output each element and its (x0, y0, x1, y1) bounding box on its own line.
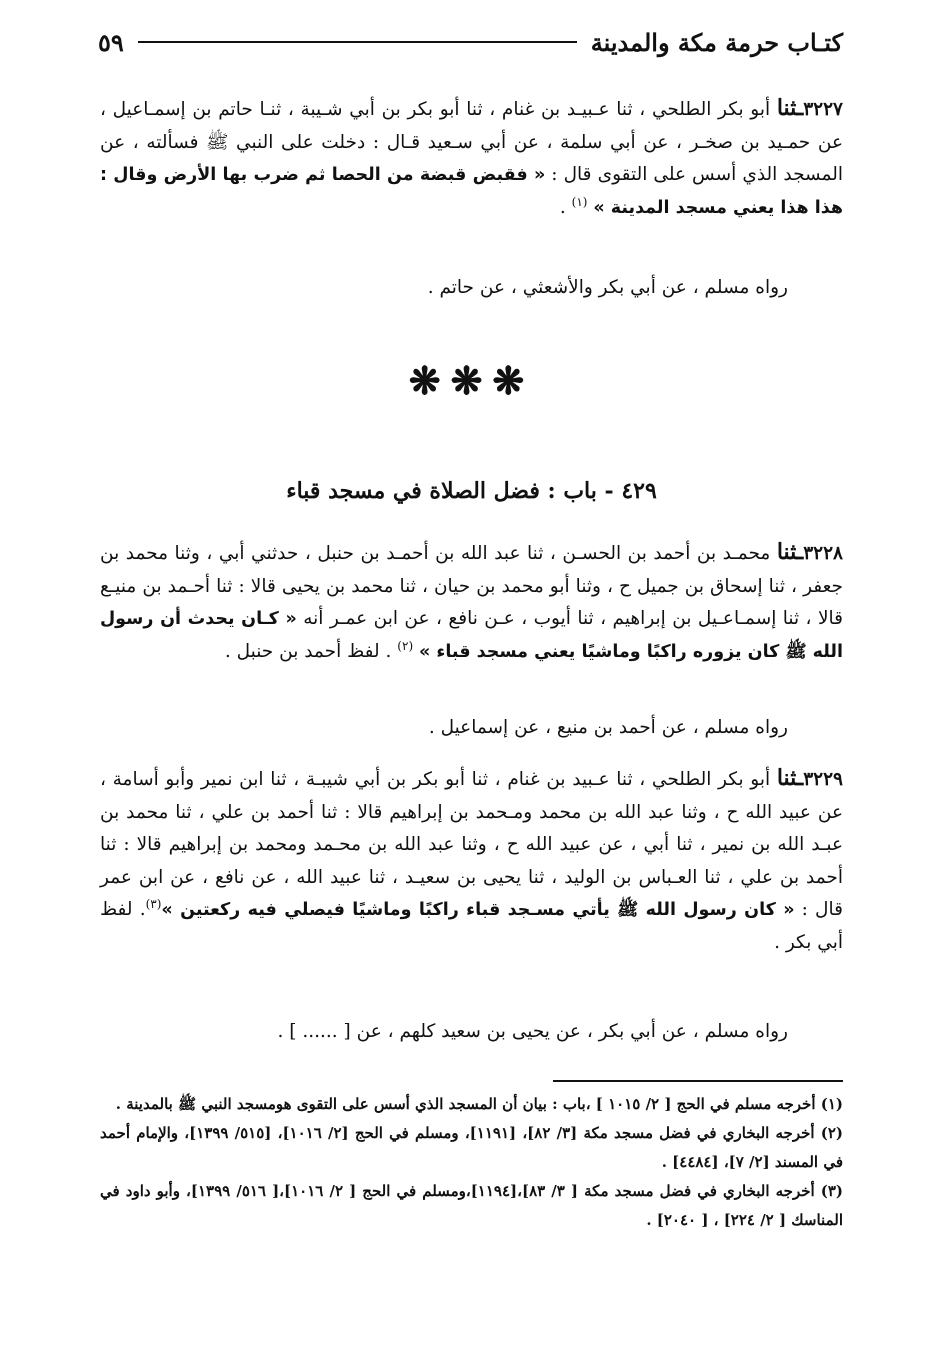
footnote-rule (553, 1080, 843, 1082)
footnote-text: أخرجه البخاري في فضل مسجد مكة [٣/ ٨٢]، [١١٩١]، ومسلم في الحج [٢/ ١٠١٦]، [٥١٥/ ١٣٩٩]، والإمام أحمد في المسند [٢/ ٧]، [٤٤٨٤] . (100, 1124, 843, 1171)
hadith-end: . (559, 196, 572, 218)
footnotes (100, 1090, 843, 1235)
running-header (98, 22, 843, 62)
header-title: كتـاب حرمة مكة والمدينة (590, 27, 843, 57)
hadith-number: ٣٢٢٨ (803, 543, 843, 564)
footnote-ref: (١) (571, 194, 588, 209)
footnote-label: (٣) (820, 1182, 844, 1200)
riwaya-3228: رواه مسلم ، عن أحمد بن منيع ، عن إسماعيل . (428, 717, 788, 738)
page-number: ٥٩ (98, 27, 124, 57)
hadith-end: . لفظ أحمد بن حنبل . (224, 640, 398, 662)
hadith-number: ٣٢٢٩ (803, 769, 843, 790)
riwaya-3229: رواه مسلم ، عن أبي بكر ، عن يحيى بن سعيد كلهم ، عن [ ...... ] . (277, 1021, 788, 1042)
hadith-3228 (100, 536, 843, 668)
riwaya-3227: رواه مسلم ، عن أبي بكر والأشعثي ، عن حاتم . (427, 277, 788, 298)
hadith-end: . لفظ أبي بكر . (100, 899, 843, 953)
hadith-3229 (100, 762, 843, 959)
header-rule (138, 41, 577, 43)
hadith-number: ٣٢٢٧ (803, 99, 843, 120)
hadith-matn: « فقبض قبضة من الحصا ثم ضرب بها الأرض وقال : هذا هذا يعني مسجد المدينة » (100, 165, 843, 218)
footnote-label: (١) (820, 1095, 843, 1113)
footnote-2 (100, 1119, 843, 1177)
hadith-tna: ـثنا (776, 95, 804, 121)
footnote-ref: (٢) (397, 638, 414, 653)
chapter-title: ٤٢٩ - باب : فضل الصلاة في مسجد قباء (286, 478, 657, 504)
footnote-3 (100, 1177, 843, 1235)
hadith-matn: « كان رسول الله ﷺ يأتي مسـجد قباء راكبًا وماشيًا فيصلي فيه ركعتين » (161, 900, 795, 920)
footnote-text: أخرجه البخاري في فضل مسجد مكة [ ٣/ ٨٣]،[١١٩٤]،ومسلم في الحج [ ٢/ ١٠١٦]،[ ٥١٦/ ١٣٩٩]، وأبو داود في المناسك [ ٢/ ٢٢٤] ، [ ٢٠٤٠] . (100, 1182, 843, 1229)
footnote-1 (100, 1090, 843, 1119)
hadith-tna: ـثنا (776, 765, 804, 791)
hadith-isnad: محمـد بن أحمد بن الحسـن ، ثنا عبد الله بن أحمـد بن حنبل ، حدثني أبي ، وثنا محمد بن جعفر ، ثنا إسحاق بن جميل ح ، وثنا أبو محمد بن حيان ، ثنا محمد بن يحيى قالا : ثنا أحـمد بن منيـع قالا ، ثنا إسمـاعـيل بن إبراهيم ، ثنا أيوب ، عـن نافع ، عن ابن عمـر أنه (100, 543, 843, 629)
hadith-isnad: أبو بكر الطلحي ، ثنا عـبيد بن غنام ، ثنا أبو بكر بن أبي شيبـة ، ثنا ابن نمير وأبو أسامة ، عن عبيد الله ح ، وثنا عبد الله بن محمد ومـحمد بن إبراهيم قالا : ثنا أحمد بن علي ، ثنا محمد بن عبـد الله بن نمير ، ثنا أبي ، عن عبيد الله ح ، وثنا عبد الله بن محـمد ومحمد بن إبراهيم قالا : ثنا أحمد بن علي ، ثنا العـباس بن الوليد ، ثنا يحيى بن سعيـد ، ثنا عبيد الله ، عن نافع ، عن ابن عمر قال : (100, 769, 843, 920)
section-separator: ❋❋❋ (408, 358, 535, 403)
hadith-matn: « كـان يحدث أن رسول الله ﷺ كان يزوره راكبًا وماشيًا يعني مسجد قباء » (100, 609, 843, 662)
hadith-tna: ـثنا (776, 539, 804, 565)
footnote-label: (٢) (820, 1124, 844, 1142)
footnote-text: أخرجه مسلم في الحج [ ٢/ ١٠١٥ ] ،باب : بيان أن المسجد الذي أسس على التقوى هومسجد النبي ﷺ بالمدينة . (115, 1095, 821, 1113)
hadith-3227 (100, 92, 843, 224)
hadith-isnad: أبو بكر الطلحي ، ثنا عـبيـد بن غنام ، ثنا أبو بكر بن أبي شـيبة ، ثنـا حاتم بن إسمـاعيل ، عن حمـيد بن صخـر ، عن أبي سلمة ، عن أبي سـعيد قـال : دخلت على النبي ﷺ فسألته ، عن المسجد الذي أسس على التقوى قال : (100, 99, 843, 185)
footnote-ref: (٣) (145, 896, 162, 911)
